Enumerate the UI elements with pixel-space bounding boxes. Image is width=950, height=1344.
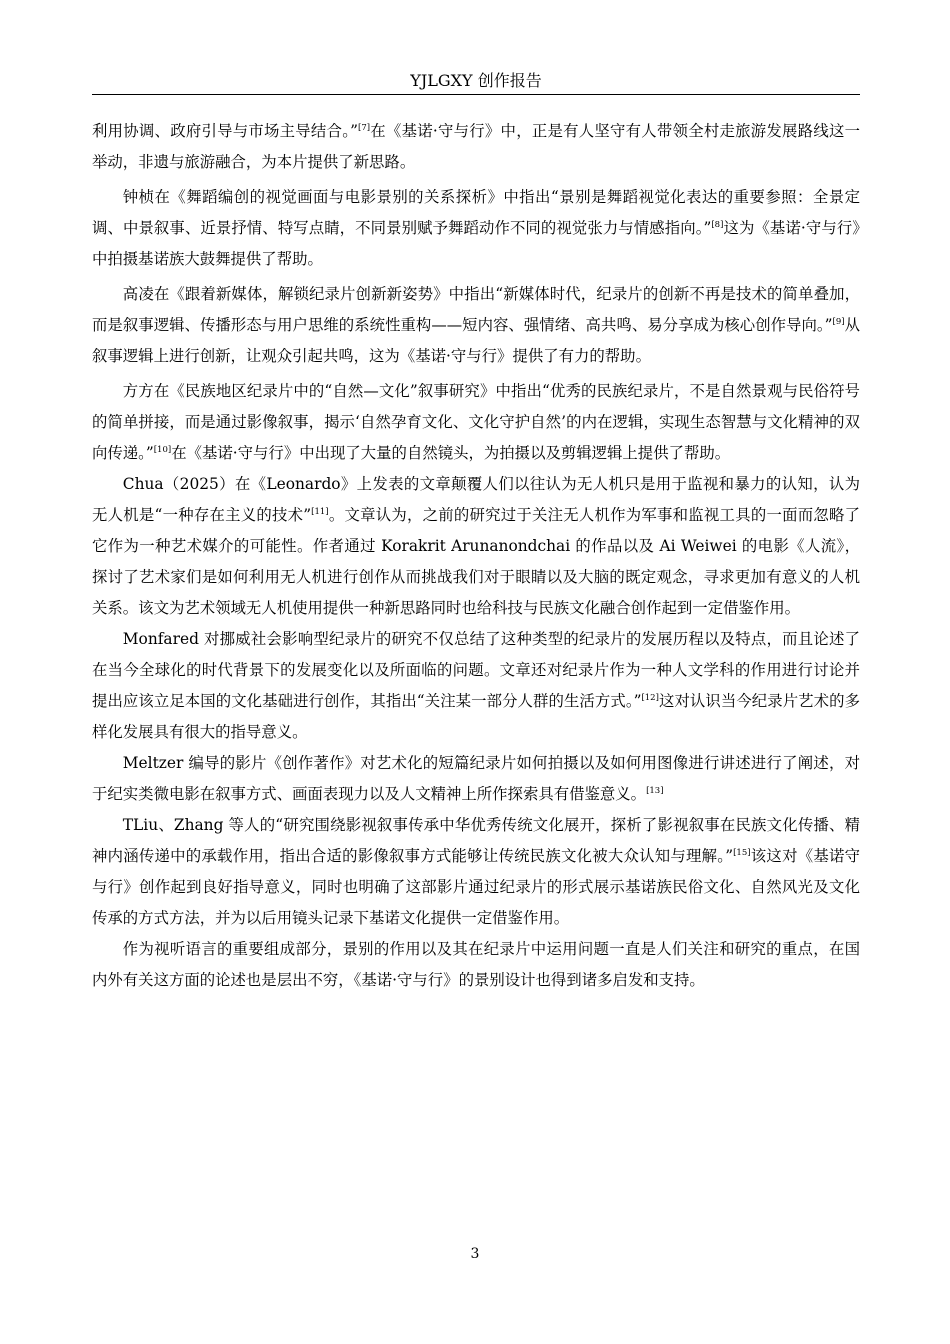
citation-ref: [10]	[153, 445, 172, 455]
header-title: YJLGXY 创作报告	[410, 71, 542, 90]
paragraph	[92, 182, 860, 275]
citation-ref: [12]	[641, 693, 659, 703]
paragraph-text: 方方在《民族地区纪录片中的“自然—文化”叙事研究》中指出“优秀的民族纪录片，不是自然景观与民俗符号的简单拼接，而是通过影像叙事，揭示‘自然孕育文化、文化守护自然’的内在逻辑，实现生态智慧与文化精神的双向传递。”	[92, 382, 860, 462]
paragraph	[92, 376, 860, 469]
paragraph-text: 。文章认为，之前的研究过于关注无人机作为军事和监视工具的一面而忽略了它作为一种艺术媒介的可能性。作者通过 Korakrit Arunanondchai 的作品以及 Ai Weiwei 的电影《人流》，探讨了艺术家们是如何利用无人机进行创作从而挑战我们对于眼睛以及大脑的既定观念，寻求更加有意义的人机关系。该文为艺术领域无人机使用提供一种新思路同时也给科技与民族文化融合创作起到一定借鉴作用。	[92, 506, 860, 617]
paragraph-text: 这为《基诺·守与行》中拍摄基诺族大鼓舞提供了帮助。	[92, 219, 860, 268]
paragraph-text: 在《基诺·守与行》中，正是有人坚守有人带领全村走旅游发展路线这一举动，非遗与旅游融合，为本片提供了新思路。	[92, 122, 860, 171]
paragraph-text: 利用协调、政府引导与市场主导结合。”	[92, 122, 359, 140]
paragraph	[92, 624, 860, 748]
body-text	[92, 116, 860, 996]
citation-ref: [13]	[646, 786, 664, 796]
citation-ref: [9]	[832, 317, 845, 327]
page-header	[92, 68, 860, 95]
paragraph-text: 这对认识当今纪录片艺术的多样化发展具有很大的指导意义。	[92, 692, 860, 741]
citation-ref: [11]	[311, 507, 329, 517]
paragraph	[92, 934, 860, 996]
paragraph-text: 作为视听语言的重要组成部分，景别的作用以及其在纪录片中运用问题一直是人们关注和研究的重点，在国内外有关这方面的论述也是层出不穷，《基诺·守与行》的景别设计也得到诸多启发和支持。	[92, 940, 860, 989]
paragraph-text: 钟桢在《舞蹈编创的视觉画面与电影景别的关系探析》中指出“景别是舞蹈视觉化表达的重要参照：全景定调、中景叙事、近景抒情、特写点睛，不同景别赋予舞蹈动作不同的视觉张力与情感指向。”	[92, 188, 860, 237]
citation-ref: [15]	[733, 848, 751, 858]
paragraph	[92, 116, 860, 178]
paragraph-text: 从叙事逻辑上进行创新，让观众引起共鸣，这为《基诺·守与行》提供了有力的帮助。	[92, 316, 860, 365]
paragraph-text: 高凌在《跟着新媒体，解锁纪录片创新新姿势》中指出“新媒体时代，纪录片的创新不再是技术的简单叠加，而是叙事逻辑、传播形态与用户思维的系统性重构——短内容、强情绪、高共鸣、易分享成为核心创作导向。”	[92, 285, 860, 334]
paragraph-text: Monfared 对挪威社会影响型纪录片的研究不仅总结了这种类型的纪录片的发展历程以及特点，而且论述了在当今全球化的时代背景下的发展变化以及所面临的问题。文章还对纪录片作为一种人文学科的作用进行讨论并提出应该立足本国的文化基础进行创作，其指出“关注某一部分人群的生活方式。”	[92, 630, 860, 710]
paragraph-text: Meltzer 编导的影片《创作著作》对艺术化的短篇纪录片如何拍摄以及如何用图像进行讲述进行了阐述，对于纪实类微电影在叙事方式、画面表现力以及人文精神上所作探索具有借鉴意义。	[92, 754, 860, 803]
paragraph-text: 该这对《基诺守与行》创作起到良好指导意义，同时也明确了这部影片通过纪录片的形式展示基诺族民俗文化、自然风光及文化传承的方式方法，并为以后用镜头记录下基诺文化提供一定借鉴作用。	[92, 847, 860, 927]
page-number: 3	[470, 1246, 480, 1262]
citation-ref: [8]	[711, 220, 724, 230]
paragraph	[92, 810, 860, 934]
paragraph	[92, 748, 860, 810]
paragraph-text: 在《基诺·守与行》中出现了大量的自然镜头，为拍摄以及剪辑逻辑上提供了帮助。	[171, 444, 731, 462]
paragraph	[92, 469, 860, 624]
paragraph-text: TLiu、Zhang 等人的“研究围绕影视叙事传承中华优秀传统文化展开，探析了影视叙事在民族文化传播、精神内涵传递中的承载作用，指出合适的影像叙事方式能够让传统民族文化被大众认知与理解。”	[92, 816, 860, 865]
paragraph-text: Chua（2025）在《Leonardo》上发表的文章颠覆人们以往认为无人机只是用于监视和暴力的认知，认为无人机是“一种存在主义的技术”	[92, 475, 860, 524]
citation-ref: [7]	[358, 123, 371, 133]
paragraph	[92, 279, 860, 372]
